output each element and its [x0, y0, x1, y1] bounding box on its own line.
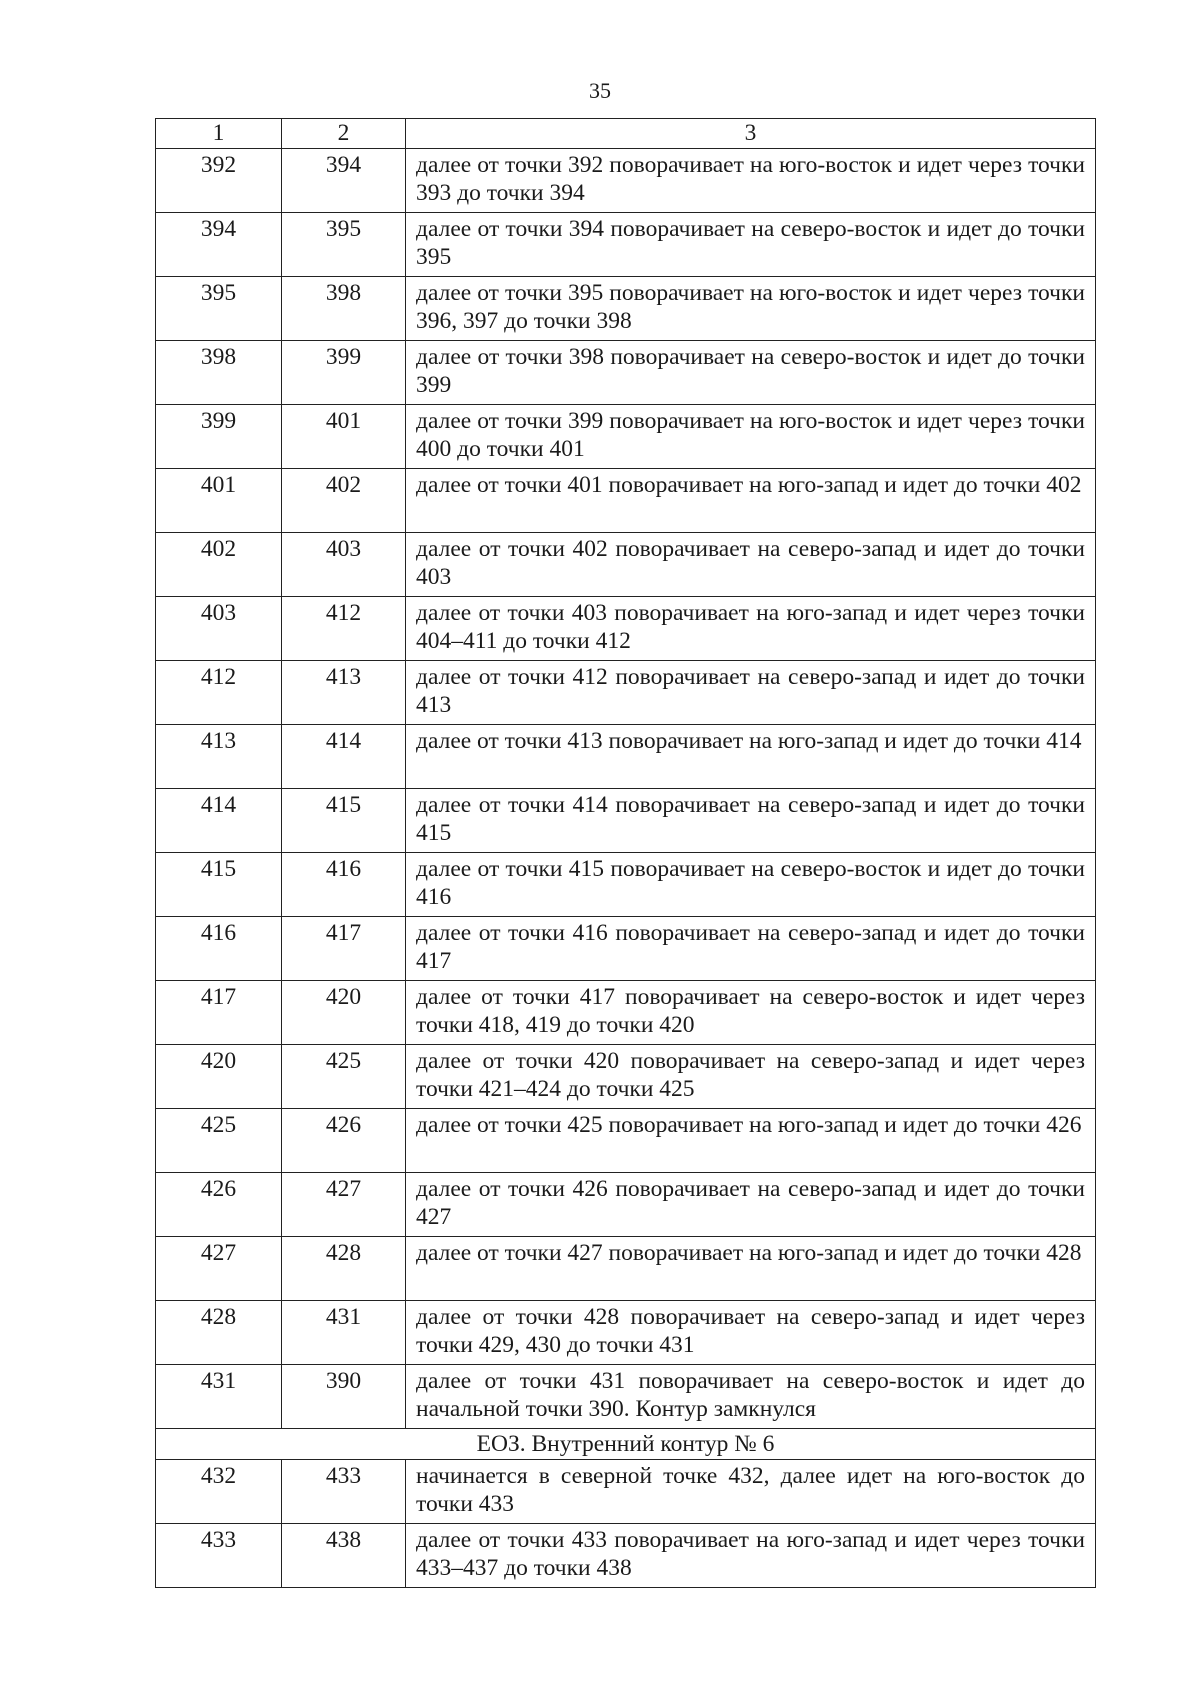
table-row — [156, 597, 1096, 661]
table-row — [156, 405, 1096, 469]
table-row — [156, 1460, 1096, 1524]
table-row — [156, 725, 1096, 789]
description-cell: далее от точки 433 поворачивает на юго-запад и идет через точки 433–437 до точки 438 — [406, 1524, 1096, 1588]
to-point-cell: 402 — [282, 469, 406, 533]
from-point-cell: 420 — [156, 1045, 282, 1109]
from-point-cell: 394 — [156, 213, 282, 277]
description-cell: далее от точки 415 поворачивает на северо-восток и идет до точки 416 — [406, 853, 1096, 917]
to-point-cell: 428 — [282, 1237, 406, 1301]
description-cell: далее от точки 402 поворачивает на северо-запад и идет до точки 403 — [406, 533, 1096, 597]
to-point-cell: 426 — [282, 1109, 406, 1173]
header-cell-3: 3 — [406, 119, 1096, 149]
section-title: ЕОЗ. Внутренний контур № 6 — [156, 1429, 1096, 1460]
from-point-cell: 417 — [156, 981, 282, 1045]
table-row — [156, 213, 1096, 277]
table-row — [156, 1237, 1096, 1301]
from-point-cell: 414 — [156, 789, 282, 853]
table-row — [156, 533, 1096, 597]
description-cell: далее от точки 417 поворачивает на северо-восток и идет через точки 418, 419 до точки 420 — [406, 981, 1096, 1045]
description-cell: далее от точки 399 поворачивает на юго-восток и идет через точки 400 до точки 401 — [406, 405, 1096, 469]
from-point-cell: 395 — [156, 277, 282, 341]
from-point-cell: 416 — [156, 917, 282, 981]
boundary-table — [155, 118, 1096, 1588]
to-point-cell: 414 — [282, 725, 406, 789]
table-row — [156, 853, 1096, 917]
from-point-cell: 402 — [156, 533, 282, 597]
from-point-cell: 428 — [156, 1301, 282, 1365]
description-cell: далее от точки 395 поворачивает на юго-восток и идет через точки 396, 397 до точки 398 — [406, 277, 1096, 341]
table-row — [156, 341, 1096, 405]
from-point-cell: 426 — [156, 1173, 282, 1237]
description-cell: далее от точки 401 поворачивает на юго-запад и идет до точки 402 — [406, 469, 1096, 533]
to-point-cell: 417 — [282, 917, 406, 981]
to-point-cell: 399 — [282, 341, 406, 405]
from-point-cell: 413 — [156, 725, 282, 789]
to-point-cell: 431 — [282, 1301, 406, 1365]
description-cell: далее от точки 416 поворачивает на северо-запад и идет до точки 417 — [406, 917, 1096, 981]
description-cell: далее от точки 398 поворачивает на северо-восток и идет до точки 399 — [406, 341, 1096, 405]
from-point-cell: 412 — [156, 661, 282, 725]
description-cell: далее от точки 413 поворачивает на юго-запад и идет до точки 414 — [406, 725, 1096, 789]
section-header-row — [156, 1429, 1096, 1460]
from-point-cell: 415 — [156, 853, 282, 917]
page-number: 35 — [589, 78, 611, 103]
table-row — [156, 1045, 1096, 1109]
to-point-cell: 413 — [282, 661, 406, 725]
description-cell: далее от точки 412 поворачивает на северо-запад и идет до точки 413 — [406, 661, 1096, 725]
from-point-cell: 403 — [156, 597, 282, 661]
to-point-cell: 412 — [282, 597, 406, 661]
to-point-cell: 390 — [282, 1365, 406, 1429]
description-cell: далее от точки 426 поворачивает на северо-запад и идет до точки 427 — [406, 1173, 1096, 1237]
from-point-cell: 392 — [156, 149, 282, 213]
table-row — [156, 1301, 1096, 1365]
from-point-cell: 427 — [156, 1237, 282, 1301]
to-point-cell: 415 — [282, 789, 406, 853]
table-row — [156, 149, 1096, 213]
from-point-cell: 401 — [156, 469, 282, 533]
description-cell: начинается в северной точке 432, далее идет на юго-восток до точки 433 — [406, 1460, 1096, 1524]
to-point-cell: 403 — [282, 533, 406, 597]
description-cell: далее от точки 414 поворачивает на северо-запад и идет до точки 415 — [406, 789, 1096, 853]
table-row — [156, 1365, 1096, 1429]
from-point-cell: 398 — [156, 341, 282, 405]
from-point-cell: 399 — [156, 405, 282, 469]
description-cell: далее от точки 427 поворачивает на юго-запад и идет до точки 428 — [406, 1237, 1096, 1301]
description-cell: далее от точки 392 поворачивает на юго-восток и идет через точки 393 до точки 394 — [406, 149, 1096, 213]
description-cell: далее от точки 403 поворачивает на юго-запад и идет через точки 404–411 до точки 412 — [406, 597, 1096, 661]
header-cell-1: 1 — [156, 119, 282, 149]
table-row — [156, 1524, 1096, 1588]
table-header-row — [156, 119, 1096, 149]
to-point-cell: 401 — [282, 405, 406, 469]
to-point-cell: 394 — [282, 149, 406, 213]
to-point-cell: 438 — [282, 1524, 406, 1588]
table-row — [156, 1173, 1096, 1237]
description-cell: далее от точки 420 поворачивает на северо-запад и идет через точки 421–424 до точки 425 — [406, 1045, 1096, 1109]
description-cell: далее от точки 428 поворачивает на северо-запад и идет через точки 429, 430 до точки 431 — [406, 1301, 1096, 1365]
table-row — [156, 789, 1096, 853]
to-point-cell: 398 — [282, 277, 406, 341]
to-point-cell: 425 — [282, 1045, 406, 1109]
to-point-cell: 395 — [282, 213, 406, 277]
table-row — [156, 917, 1096, 981]
to-point-cell: 420 — [282, 981, 406, 1045]
description-cell: далее от точки 431 поворачивает на северо-восток и идет до начальной точки 390. Контур замкнулся — [406, 1365, 1096, 1429]
description-cell: далее от точки 394 поворачивает на северо-восток и идет до точки 395 — [406, 213, 1096, 277]
description-cell: далее от точки 425 поворачивает на юго-запад и идет до точки 426 — [406, 1109, 1096, 1173]
to-point-cell: 416 — [282, 853, 406, 917]
from-point-cell: 431 — [156, 1365, 282, 1429]
table-row — [156, 469, 1096, 533]
to-point-cell: 427 — [282, 1173, 406, 1237]
from-point-cell: 425 — [156, 1109, 282, 1173]
to-point-cell: 433 — [282, 1460, 406, 1524]
from-point-cell: 433 — [156, 1524, 282, 1588]
table-row — [156, 277, 1096, 341]
from-point-cell: 432 — [156, 1460, 282, 1524]
header-cell-2: 2 — [282, 119, 406, 149]
table-row — [156, 1109, 1096, 1173]
table-row — [156, 661, 1096, 725]
table-row — [156, 981, 1096, 1045]
